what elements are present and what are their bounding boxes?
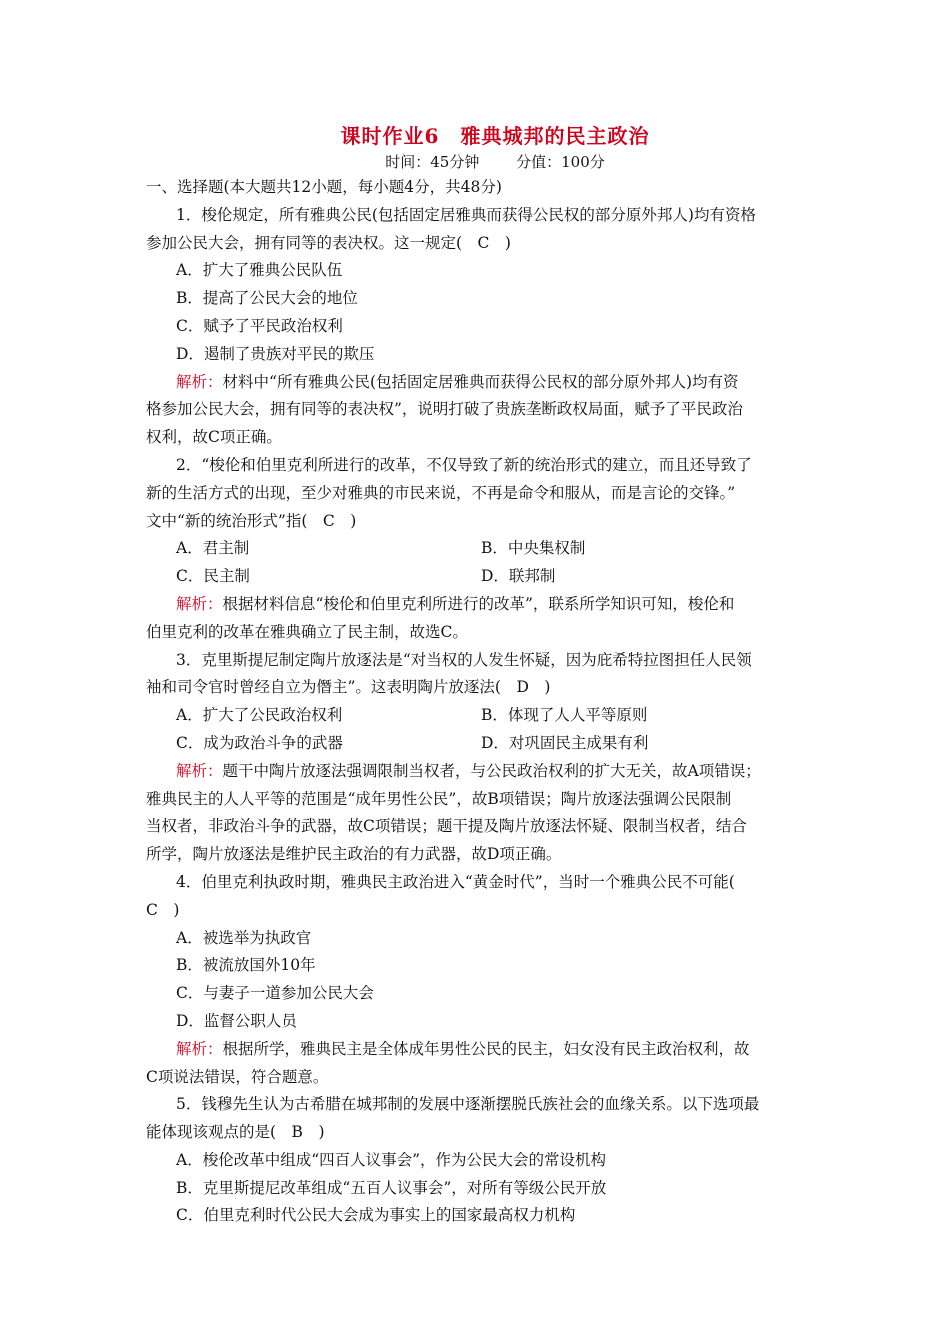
q3-stem-line2: 袖和司令官时曾经自立为僭主”。这表明陶片放逐法( D ) xyxy=(146,678,551,697)
q2-explanation-label: 解析： xyxy=(176,594,223,613)
q2-explanation-line2: 伯里克利的改革在雅典确立了民主制，故选C。 xyxy=(146,622,468,641)
exam-meta xyxy=(0,151,950,172)
q3-explanation-line3: 当权者，非政治斗争的武器，故C项错误；题干提及陶片放逐法怀疑、限制当权者，结合 xyxy=(146,817,747,836)
q4-option-a: A．被选举为执政官 xyxy=(176,928,312,947)
q3-option-c: C．成为政治斗争的武器 xyxy=(176,733,343,752)
q3-option-d: D．对巩固民主成果有利 xyxy=(481,733,649,752)
q1-stem-line2: 参加公民大会，拥有同等的表决权。这一规定( C ) xyxy=(146,233,511,252)
q5-option-b: B．克里斯提尼改革组成“五百人议事会”，对所有等级公民开放 xyxy=(176,1178,607,1197)
q2-option-a: A．君主制 xyxy=(176,539,250,558)
q4-explanation-label: 解析： xyxy=(176,1039,223,1058)
q1-option-d: D．遏制了贵族对平民的欺压 xyxy=(176,344,375,363)
q2-option-b: B．中央集权制 xyxy=(481,539,586,558)
q1-option-a: A．扩大了雅典公民队伍 xyxy=(176,261,343,280)
q5-stem-line2: 能体现该观点的是( B ) xyxy=(146,1123,325,1142)
q4-explanation-line1: 解析：根据所学，雅典民主是全体成年男性公民的民主，妇女没有民主政治权利，故 xyxy=(176,1039,750,1058)
q2-stem-line1: 2．“梭伦和伯里克利所进行的改革，不仅导致了新的统治形式的建立，而且还导致了 xyxy=(176,455,752,474)
q1-option-b: B．提高了公民大会的地位 xyxy=(176,289,358,308)
q3-option-a: A．扩大了公民政治权利 xyxy=(176,706,343,725)
q2-explanation-line1: 解析：根据材料信息“梭伦和伯里克利所进行的改革”，联系所学知识可知，梭伦和 xyxy=(176,594,735,613)
exam-score: 分值：100分 xyxy=(516,153,605,171)
q4-stem-line1: 4．伯里克利执政时期，雅典民主政治进入“黄金时代”，当时一个雅典公民不可能( xyxy=(176,872,735,891)
section-heading: 一、选择题(本大题共12小题，每小题4分，共48分) xyxy=(146,178,502,196)
q1-stem-line1: 1．梭伦规定，所有雅典公民(包括固定居雅典而获得公民权的部分原外邦人)均有资格 xyxy=(176,205,756,224)
q4-stem-line2: C ) xyxy=(146,900,180,919)
q4-option-d: D．监督公职人员 xyxy=(176,1011,297,1030)
q2-options-row2 xyxy=(146,563,808,591)
q4-option-b: B．被流放国外10年 xyxy=(176,956,316,975)
q1-explanation-line1: 解析：材料中“所有雅典公民(包括固定居雅典而获得公民权的部分原外邦人)均有资 xyxy=(176,372,739,391)
q1-explanation-line2: 格参加公民大会，拥有同等的表决权”，说明打破了贵族垄断政权局面，赋予了平民政治 xyxy=(146,400,743,419)
q1-explanation-label: 解析： xyxy=(176,372,223,391)
q2-option-c: C．民主制 xyxy=(176,567,250,586)
question-list xyxy=(146,174,808,1230)
q3-stem-line1: 3．克里斯提尼制定陶片放逐法是“对当权的人发生怀疑，因为庇希特拉图担任人民领 xyxy=(176,650,752,669)
q2-stem-line3: 文中“新的统治形式”指( C ) xyxy=(146,511,357,530)
q4-explanation-line2: C项说法错误，符合题意。 xyxy=(146,1067,329,1086)
q3-option-b: B．体现了人人平等原则 xyxy=(481,706,648,725)
q3-explanation-line1: 解析：题干中陶片放逐法强调限制当权者，与公民政治权利的扩大无关，故A项错误； xyxy=(176,761,761,780)
q1-option-c: C．赋予了平民政治权利 xyxy=(176,316,343,335)
q5-option-a: A．梭伦改革中组成“四百人议事会”，作为公民大会的常设机构 xyxy=(176,1150,607,1169)
q3-explanation-line4: 所学，陶片放逐法是维护民主政治的有力武器，故D项正确。 xyxy=(146,845,562,864)
q2-options-row1 xyxy=(146,535,808,563)
q5-option-c: C．伯里克利时代公民大会成为事实上的国家最高权力机构 xyxy=(176,1206,576,1225)
exam-time: 时间：45分钟 xyxy=(385,153,480,171)
q4-option-c: C．与妻子一道参加公民大会 xyxy=(176,984,374,1003)
q5-stem-line1: 5．钱穆先生认为古希腊在城邦制的发展中逐渐摆脱氏族社会的血缘关系。以下选项最 xyxy=(176,1095,760,1114)
q3-options-row1 xyxy=(146,702,808,730)
q3-explanation-label: 解析： xyxy=(176,761,223,780)
q1-explanation-line3: 权利，故C项正确。 xyxy=(146,428,282,447)
q3-explanation-line2: 雅典民主的人人平等的范围是“成年男性公民”，故B项错误；陶片放逐法强调公民限制 xyxy=(146,789,732,808)
q3-options-row2 xyxy=(146,730,808,758)
q2-stem-line2: 新的生活方式的出现，至少对雅典的市民来说，不再是命令和服从，而是言论的交锋。” xyxy=(146,483,736,502)
page-title: 课时作业6 雅典城邦的民主政治 xyxy=(340,124,650,148)
q2-option-d: D．联邦制 xyxy=(481,567,556,586)
